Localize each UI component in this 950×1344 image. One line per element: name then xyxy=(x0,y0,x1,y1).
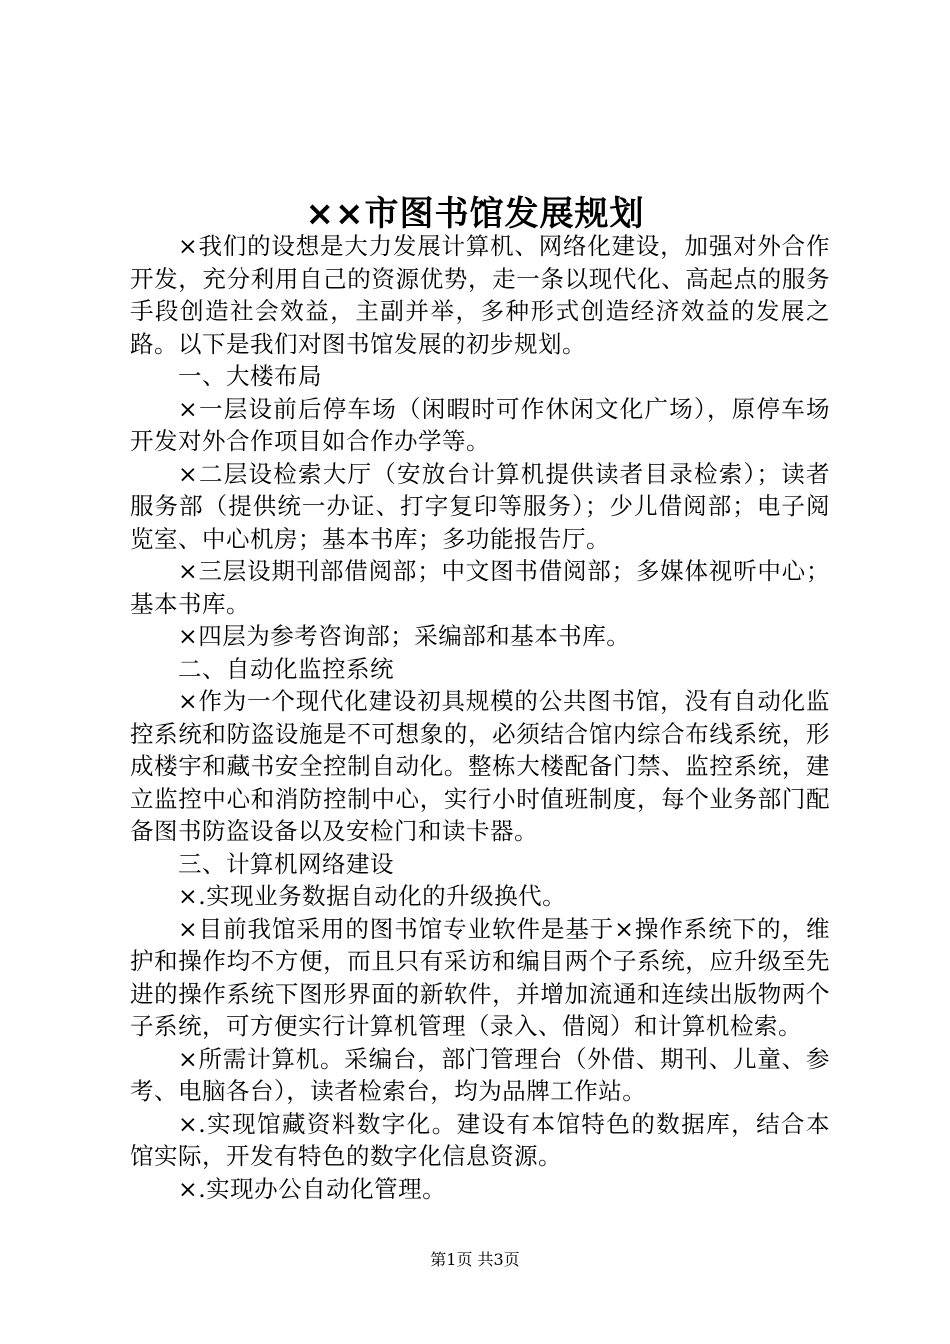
paragraph-floor-1: ×一层设前后停车场（闲暇时可作休闲文化广场），原停车场开发对外合作项目如合作办学等。 xyxy=(130,394,830,455)
page-footer: 第1页 共3页 xyxy=(430,1250,520,1269)
paragraph-network-1: ×.实现业务数据自动化的升级换代。 xyxy=(178,882,567,910)
paragraph-computers: ×所需计算机。采编台，部门管理台（外借、期刊、儿童、参考、电脑各台），读者检索台，均为品牌工作站。 xyxy=(130,1044,830,1105)
paragraph-floor-4: ×四层为参考咨询部；采编部和基本书库。 xyxy=(178,622,631,650)
section-heading-network: 三、计算机网络建设 xyxy=(178,849,394,878)
document-body xyxy=(130,230,830,1205)
paragraph-intro: ×我们的设想是大力发展计算机、网络化建设，加强对外合作开发，充分利用自己的资源优势，走一条以现代化、高起点的服务手段创造社会效益，主副并举，多种形式创造经济效益的发展之路。以下是我们对图书馆发展的初步规划。 xyxy=(130,232,830,358)
paragraph-office-automation: ×.实现办公自动化管理。 xyxy=(178,1174,447,1203)
section-heading-monitoring: 二、自动化监控系统 xyxy=(178,654,394,683)
paragraph-floor-2: ×二层设检索大厅（安放台计算机提供读者目录检索）；读者服务部（提供统一办证、打字复印等服务）；少儿借阅部；电子阅览室、中心机房；基本书库；多功能报告厅。 xyxy=(130,459,830,553)
paragraph-software: ×目前我馆采用的图书馆专业软件是基于×操作系统下的，维护和操作均不方便，而且只有采访和编目两个子系统，应升级至先进的操作系统下图形界面的新软件，并增加流通和连续出版物两个子系统，可方便实行计算机管理（录入、借阅）和计算机检索。 xyxy=(130,914,830,1040)
paragraph-floor-3: ×三层设期刊部借阅部；中文图书借阅部；多媒体视听中心；基本书库。 xyxy=(130,557,830,618)
document-title: ××市图书馆发展规划 xyxy=(305,194,645,234)
paragraph-monitoring: ×作为一个现代化建设初具规模的公共图书馆，没有自动化监控系统和防盗设施是不可想象的，必须结合馆内综合布线系统，形成楼宇和藏书安全控制自动化。整栋大楼配备门禁、监控系统，建立监控中心和消防控制中心，实行小时值班制度，每个业务部门配备图书防盗设备以及安检门和读卡器。 xyxy=(130,687,830,845)
section-heading-building-layout: 一、大楼布局 xyxy=(178,362,322,390)
paragraph-digitization: ×.实现馆藏资料数字化。建设有本馆特色的数据库，结合本馆实际，开发有特色的数字化信息资源。 xyxy=(130,1109,830,1170)
